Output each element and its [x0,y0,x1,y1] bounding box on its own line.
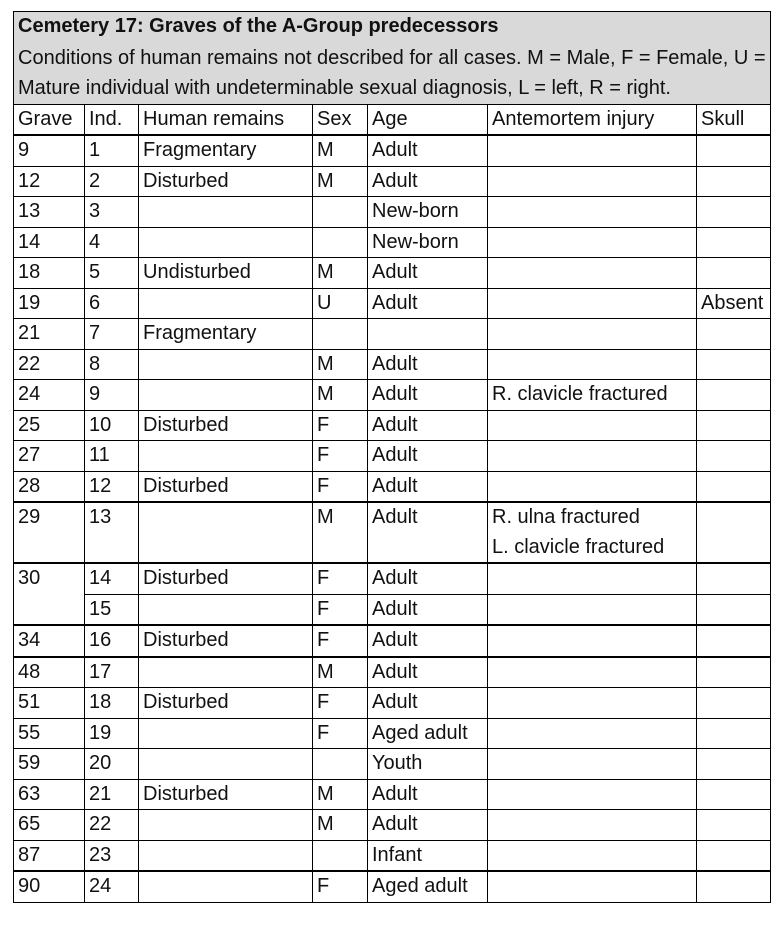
sex-cell: F [313,441,368,472]
remains-cell: Disturbed [139,688,313,719]
grave-cell: 25 [14,410,85,441]
grave-cell: 12 [14,166,85,197]
injury-cell [488,135,697,166]
ind-cell: 9 [85,380,139,411]
age-cell: Adult [368,688,488,719]
skull-cell [697,319,771,350]
age-cell: Adult [368,166,488,197]
ind-cell: 22 [85,810,139,841]
remains-cell [139,502,313,563]
grave-cell: 65 [14,810,85,841]
grave-cell: 18 [14,258,85,289]
skull-cell [697,471,771,502]
grave-cell: 63 [14,779,85,810]
table-row [14,625,771,657]
injury-cell [488,166,697,197]
skull-cell [697,810,771,841]
sex-cell: F [313,871,368,902]
table-body [14,135,771,902]
ind-cell: 15 [85,594,139,625]
grave-cell: 90 [14,871,85,902]
ind-cell: 10 [85,410,139,441]
age-cell: Adult [368,349,488,380]
injury-cell: R. clavicle fractured [488,380,697,411]
grave-cell: 87 [14,840,85,871]
sex-cell: M [313,502,368,563]
remains-cell: Disturbed [139,779,313,810]
remains-cell: Disturbed [139,625,313,657]
sex-cell: F [313,563,368,594]
skull-cell [697,380,771,411]
table-row [14,135,771,166]
table-row [14,718,771,749]
injury-cell [488,749,697,780]
ind-cell: 1 [85,135,139,166]
remains-cell: Undisturbed [139,258,313,289]
injury-cell [488,810,697,841]
age-cell: Aged adult [368,871,488,902]
skull-cell [697,688,771,719]
age-cell: Youth [368,749,488,780]
age-cell: Adult [368,657,488,688]
remains-cell [139,840,313,871]
age-cell: Infant [368,840,488,871]
grave-cell [14,594,85,625]
sex-cell [313,319,368,350]
remains-cell [139,197,313,228]
sex-cell: F [313,594,368,625]
injury-line: L. clavicle fractured [492,535,665,558]
age-cell: Adult [368,625,488,657]
table-row [14,349,771,380]
table-row [14,471,771,502]
remains-cell: Disturbed [139,166,313,197]
grave-cell: 30 [14,563,85,594]
skull-cell [697,749,771,780]
title-row [14,12,771,42]
ind-cell: 13 [85,502,139,563]
grave-cell: 51 [14,688,85,719]
injury-cell [488,471,697,502]
ind-cell: 19 [85,718,139,749]
injury-cell [488,657,697,688]
skull-cell [697,135,771,166]
ind-cell: 2 [85,166,139,197]
sex-cell: F [313,471,368,502]
graves-table-container [13,11,770,903]
injury-cell [488,197,697,228]
sex-cell: F [313,410,368,441]
sex-cell [313,840,368,871]
skull-cell [697,657,771,688]
age-cell: Adult [368,288,488,319]
table-row [14,227,771,258]
ind-cell: 3 [85,197,139,228]
remains-cell [139,594,313,625]
age-cell [368,319,488,350]
age-cell: Adult [368,471,488,502]
injury-cell [488,594,697,625]
skull-cell [697,258,771,289]
remains-cell [139,349,313,380]
ind-cell: 7 [85,319,139,350]
age-cell: Adult [368,810,488,841]
skull-cell [697,197,771,228]
table-row [14,688,771,719]
injury-cell [488,625,697,657]
table-row [14,749,771,780]
column-header-age: Age [368,104,488,135]
injury-cell [488,410,697,441]
ind-cell: 17 [85,657,139,688]
grave-cell: 14 [14,227,85,258]
skull-cell [697,779,771,810]
sex-cell: M [313,258,368,289]
column-header-skull: Skull [697,104,771,135]
age-cell: Adult [368,563,488,594]
injury-cell [488,688,697,719]
skull-cell [697,349,771,380]
skull-cell [697,227,771,258]
table-row [14,563,771,594]
column-header-grave: Grave [14,104,85,135]
table-row [14,594,771,625]
table-row [14,871,771,902]
injury-cell [488,441,697,472]
remains-cell: Fragmentary [139,135,313,166]
ind-cell: 5 [85,258,139,289]
remains-cell [139,227,313,258]
age-cell: Aged adult [368,718,488,749]
table-row [14,810,771,841]
age-cell: Adult [368,410,488,441]
remains-cell [139,441,313,472]
skull-cell [697,502,771,563]
table-title: Cemetery 17: Graves of the A-Group predecessors [14,12,771,42]
ind-cell: 4 [85,227,139,258]
remains-cell: Disturbed [139,410,313,441]
injury-cell [488,563,697,594]
injury-cell [488,288,697,319]
skull-cell [697,718,771,749]
sex-cell: F [313,718,368,749]
table-row [14,166,771,197]
grave-cell: 24 [14,380,85,411]
grave-cell: 22 [14,349,85,380]
remains-cell [139,749,313,780]
sex-cell: M [313,779,368,810]
ind-cell: 16 [85,625,139,657]
age-cell: Adult [368,258,488,289]
skull-cell: Absent [697,288,771,319]
injury-cell [488,840,697,871]
age-cell: Adult [368,594,488,625]
table-row [14,410,771,441]
sex-cell [313,227,368,258]
age-cell: Adult [368,441,488,472]
grave-cell: 27 [14,441,85,472]
grave-cell: 28 [14,471,85,502]
sex-cell: F [313,688,368,719]
remains-cell: Disturbed [139,563,313,594]
grave-cell: 48 [14,657,85,688]
column-header-sex: Sex [313,104,368,135]
grave-cell: 9 [14,135,85,166]
age-cell: Adult [368,135,488,166]
injury-cell [488,319,697,350]
sex-cell [313,197,368,228]
table-row [14,288,771,319]
grave-cell: 29 [14,502,85,563]
remains-cell [139,380,313,411]
sex-cell: F [313,625,368,657]
table-row [14,197,771,228]
skull-cell [697,871,771,902]
ind-cell: 18 [85,688,139,719]
skull-cell [697,166,771,197]
injury-line: R. ulna fractured [492,506,640,528]
skull-cell [697,410,771,441]
age-cell: Adult [368,502,488,563]
note-row [14,42,771,105]
ind-cell: 14 [85,563,139,594]
grave-cell: 21 [14,319,85,350]
grave-cell: 55 [14,718,85,749]
injury-cell [488,779,697,810]
injury-cell [488,718,697,749]
table-row [14,779,771,810]
grave-cell: 34 [14,625,85,657]
column-header-human-remains: Human remains [139,104,313,135]
remains-cell [139,871,313,902]
grave-cell: 19 [14,288,85,319]
injury-cell [488,258,697,289]
age-cell: New-born [368,227,488,258]
table-row [14,840,771,871]
sex-cell [313,749,368,780]
grave-cell: 59 [14,749,85,780]
ind-cell: 11 [85,441,139,472]
remains-cell [139,718,313,749]
age-cell: Adult [368,779,488,810]
remains-cell: Disturbed [139,471,313,502]
remains-cell [139,810,313,841]
ind-cell: 23 [85,840,139,871]
skull-cell [697,625,771,657]
skull-cell [697,563,771,594]
injury-cell [488,349,697,380]
age-cell: Adult [368,380,488,411]
table-row [14,502,771,563]
remains-cell [139,288,313,319]
table-note: Conditions of human remains not described for all cases. M = Male, F = Female, U = Mature individual with undeterminable sexual diagnosis, L = left, R = right. [14,42,771,105]
skull-cell [697,840,771,871]
column-header-antemortem-injury: Antemortem injury [488,104,697,135]
age-cell: New-born [368,197,488,228]
ind-cell: 12 [85,471,139,502]
table-row [14,258,771,289]
injury-cell [488,502,697,563]
grave-cell: 13 [14,197,85,228]
table-row [14,380,771,411]
ind-cell: 6 [85,288,139,319]
ind-cell: 20 [85,749,139,780]
table-row [14,657,771,688]
sex-cell: M [313,380,368,411]
sex-cell: M [313,166,368,197]
injury-cell [488,227,697,258]
header-row [14,104,771,135]
graves-table [13,11,771,903]
ind-cell: 8 [85,349,139,380]
injury-cell [488,871,697,902]
sex-cell: M [313,810,368,841]
sex-cell: M [313,135,368,166]
sex-cell: M [313,349,368,380]
table-row [14,441,771,472]
sex-cell: M [313,657,368,688]
skull-cell [697,441,771,472]
ind-cell: 24 [85,871,139,902]
column-header-ind: Ind. [85,104,139,135]
table-row [14,319,771,350]
remains-cell [139,657,313,688]
remains-cell: Fragmentary [139,319,313,350]
ind-cell: 21 [85,779,139,810]
skull-cell [697,594,771,625]
sex-cell: U [313,288,368,319]
